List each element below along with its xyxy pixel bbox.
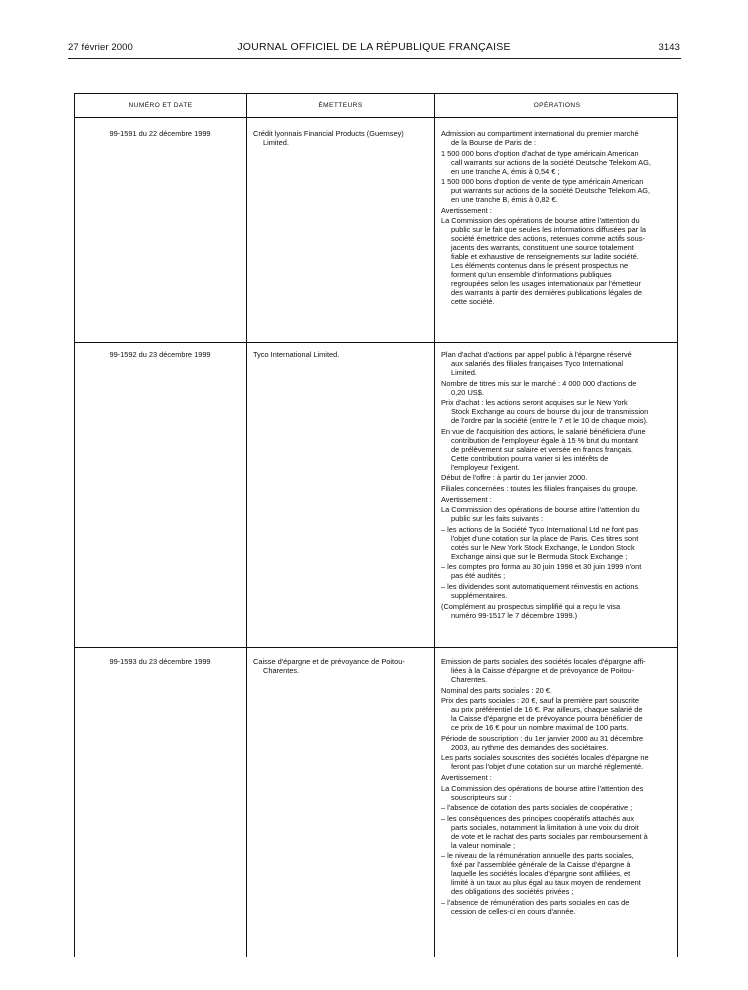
operation-line: La Commission des opérations de bourse attire l'attention du xyxy=(441,505,640,515)
operation-line: liées à la Caisse d'épargne et de prévoyance de Poitou- xyxy=(451,666,635,675)
operation-paragraph xyxy=(441,734,673,752)
operation-line: 1 500 000 bons d'option de vente de type américain American xyxy=(441,177,644,187)
operation-line: en une tranche B, émis à 0,82 €. xyxy=(451,195,558,205)
operation-line: En vue de l'acquisition des actions, le salarié bénéficiera d'une xyxy=(441,426,646,436)
operation-line: de prélèvement sur salaire et versée en francs français. xyxy=(451,444,633,454)
column-divider xyxy=(246,94,247,957)
operation-line: call warrants sur actions de la société Deutsche Telekom AG, xyxy=(451,157,651,167)
operation-line: cotés sur le New York Stock Exchange, le London Stock xyxy=(451,542,635,552)
operation-paragraph xyxy=(441,753,673,771)
operation-line: – l'absence de cotation des parts sociales de coopérative ; xyxy=(441,803,633,813)
operation-line: La Commission des opérations de bourse attire l'attention du xyxy=(441,216,640,226)
operation-line: forment qu'un ensemble d'informations publiques xyxy=(451,270,612,280)
operation-line: pas été audités ; xyxy=(451,571,506,581)
operation-line: la valeur nominale ; xyxy=(451,840,516,850)
row-operations xyxy=(441,657,673,918)
operation-line: de vote et le rachat des parts sociales par remboursement à xyxy=(451,831,648,841)
column-header-numero: NUMÉRO ET DATE xyxy=(128,102,193,109)
operation-paragraph xyxy=(441,686,673,695)
operation-line: ce prix de 16 € pour un nombre maximal de 100 parts. xyxy=(451,723,629,733)
header-rule xyxy=(68,58,681,59)
operation-paragraph xyxy=(441,657,673,684)
operation-paragraph xyxy=(441,784,673,802)
operation-line: 1 500 000 bons d'option d'achat de type américain American xyxy=(441,148,639,158)
operation-paragraph xyxy=(441,505,673,523)
operation-paragraph xyxy=(441,427,673,472)
operation-line: des obligations des sociétés privées ; xyxy=(451,887,574,897)
operation-line: public sur le fait que seules les informations diffusées par la xyxy=(451,225,647,235)
operation-line: (Complément au prospectus simplifié qui a reçu le visa xyxy=(441,601,621,611)
operation-line: laquelle les sociétés locales d'épargne sont affiliées, et xyxy=(451,869,631,879)
operation-paragraph xyxy=(441,582,673,600)
operation-line: – les dividendes sont automatiquement réinvestis en actions xyxy=(441,581,639,591)
operation-line: parts sociales, notamment la limitation à une voix du droit xyxy=(451,822,639,832)
operation-line: l'objet d'une cotation sur la place de Paris. Ces titres sont xyxy=(451,533,639,543)
operation-line: regroupées selon les usages internationaux par l'émetteur xyxy=(451,279,641,289)
operation-line: – l'absence de rémunération des parts sociales en cas de xyxy=(441,897,630,907)
journal-title: JOURNAL OFFICIEL DE LA RÉPUBLIQUE FRANÇAISE xyxy=(237,41,511,53)
operation-line: Admission au compartiment international du premier marché xyxy=(441,129,639,138)
row-emetteur: Tyco International Limited. xyxy=(253,350,340,359)
operation-paragraph xyxy=(441,851,673,896)
operation-line: Les éléments contenus dans le présent prospectus ne xyxy=(451,261,629,271)
operation-line: Cette contribution pourra varier si les intérêts de xyxy=(451,453,609,463)
operation-line: Nombre de titres mis sur le marché : 4 000 000 d'actions de xyxy=(441,378,637,388)
operation-line: Filiales concernées : toutes les filiales françaises du groupe. xyxy=(441,483,638,493)
operation-paragraph xyxy=(441,206,673,215)
operation-line: souscripteurs sur : xyxy=(451,792,512,802)
operation-paragraph xyxy=(441,898,673,916)
page-number: 3143 xyxy=(658,42,680,53)
operation-paragraph xyxy=(441,814,673,850)
operation-line: 2003, au rythme des demandes des sociétaires. xyxy=(451,742,609,752)
operation-line: des warrants à partir des dernières publications légales de xyxy=(451,288,643,298)
operation-line: jacents des warrants, constituent une source totalement xyxy=(451,243,634,253)
operation-paragraph xyxy=(441,803,673,812)
operation-line: Prix des parts sociales : 20 €, sauf la première part souscrite xyxy=(441,696,639,706)
operation-line: limité à un taux au plus égal au taux moyen de rendement xyxy=(451,878,641,888)
operation-line: put warrants sur actions de la société Deutsche Telekom AG, xyxy=(451,186,651,196)
operation-line: aux salariés des filiales françaises Tyco International xyxy=(451,359,623,368)
operation-paragraph xyxy=(441,129,673,147)
row-operations xyxy=(441,350,673,621)
operation-paragraph xyxy=(441,696,673,732)
row-divider xyxy=(75,647,677,648)
operation-line: en une tranche A, émis à 0,54 € ; xyxy=(451,166,560,176)
operation-line: La Commission des opérations de bourse attire l'attention des xyxy=(441,783,644,793)
column-divider xyxy=(434,94,435,957)
row-emetteur: Caisse d'épargne et de prévoyance de Poitou- Charentes. xyxy=(253,657,405,675)
operation-line: fixé par l'assemblée générale de la Caisse d'épargne à xyxy=(451,860,631,870)
page-header xyxy=(68,42,680,56)
row-emetteur: Crédit lyonnais Financial Products (Guernsey) Limited. xyxy=(253,129,404,147)
row-numero: 99-1593 du 23 décembre 1999 xyxy=(109,657,211,666)
operation-line: fiable et exhaustive de renseignements sur ladite société. xyxy=(451,252,639,262)
operation-line: contribution de l'employeur égale à 15 % brut du montant xyxy=(451,435,639,445)
operation-line: l'employeur l'exigent. xyxy=(451,462,520,472)
operation-line: – les conséquences des principes coopératifs attachés aux xyxy=(441,813,635,823)
operation-line: Prix d'achat : les actions seront acquises sur le New York xyxy=(441,398,628,408)
row-numero: 99-1591 du 22 décembre 1999 xyxy=(109,129,211,138)
operation-paragraph xyxy=(441,602,673,620)
operation-paragraph xyxy=(441,350,673,377)
operation-line: de l'ordre par la société (entre le 7 et le 10 de chaque mois). xyxy=(451,416,648,426)
operation-line: – les comptes pro forma au 30 juin 1998 et 30 juin 1999 n'ont xyxy=(441,562,642,572)
row-operations xyxy=(441,129,673,308)
operation-line: Plan d'achat d'actions par appel public à l'épargne réservé xyxy=(441,350,632,359)
operation-line: numéro 99-1517 le 7 décembre 1999.) xyxy=(451,610,578,620)
operation-paragraph xyxy=(441,525,673,561)
operation-paragraph xyxy=(441,149,673,176)
operation-line: société émettrice des actions, retenues comme actifs sous- xyxy=(451,234,645,244)
operation-line: Nominal des parts sociales : 20 €. xyxy=(441,685,552,695)
operation-paragraph xyxy=(441,473,673,482)
operation-line: feront pas l'objet d'une cotation sur un marché réglementé. xyxy=(451,762,644,772)
header-date: 27 février 2000 xyxy=(68,42,133,53)
operation-line: Avertissement : xyxy=(441,205,492,215)
operation-line: Période de souscription : du 1er janvier 2000 au 31 décembre xyxy=(441,733,644,743)
operation-line: 0,20 US$. xyxy=(451,387,484,397)
operation-line: – les actions de la Société Tyco International Ltd ne font pas xyxy=(441,524,639,534)
operation-line: Charentes. xyxy=(451,675,488,684)
operation-paragraph xyxy=(441,177,673,204)
operation-line: au prix préférentiel de 16 €. Par ailleurs, chaque salarié de xyxy=(451,705,643,715)
operation-paragraph xyxy=(441,398,673,425)
operation-line: Avertissement : xyxy=(441,772,492,782)
operation-paragraph xyxy=(441,379,673,397)
row-divider xyxy=(75,117,677,118)
operation-line: Avertissement : xyxy=(441,494,492,504)
row-divider xyxy=(75,342,677,343)
operation-line: Limited. xyxy=(451,368,477,377)
operation-paragraph xyxy=(441,495,673,504)
operation-line: supplémentaires. xyxy=(451,590,508,600)
operation-paragraph xyxy=(441,484,673,493)
operation-line: public sur les faits suivants : xyxy=(451,514,544,524)
operation-line: la Caisse d'épargne et de prévoyance pourra bénéficier de xyxy=(451,714,643,724)
column-header-emetteurs: ÉMETTEURS xyxy=(318,102,363,109)
operation-paragraph xyxy=(441,773,673,782)
operation-paragraph xyxy=(441,562,673,580)
operation-line: Emission de parts sociales des sociétés locales d'épargne affi- xyxy=(441,657,646,666)
operations-table xyxy=(74,93,678,957)
operation-line: cette société. xyxy=(451,297,495,307)
operation-line: cession de celles-ci en cours d'année. xyxy=(451,906,576,916)
operation-paragraph xyxy=(441,216,673,306)
operation-line: de la Bourse de Paris de : xyxy=(451,138,537,147)
operation-line: Les parts sociales souscrites des sociétés locales d'épargne ne xyxy=(441,753,649,763)
operation-line: – le niveau de la rémunération annuelle des parts sociales, xyxy=(441,851,634,861)
operation-line: Exchange ainsi que sur le Bermuda Stock Exchange ; xyxy=(451,551,628,561)
column-header-operations: OPÉRATIONS xyxy=(533,102,581,109)
operation-line: Stock Exchange au cours de bourse du jour de transmission xyxy=(451,407,649,417)
operation-line: Début de l'offre : à partir du 1er janvier 2000. xyxy=(441,473,588,483)
row-numero: 99-1592 du 23 décembre 1999 xyxy=(109,350,211,359)
